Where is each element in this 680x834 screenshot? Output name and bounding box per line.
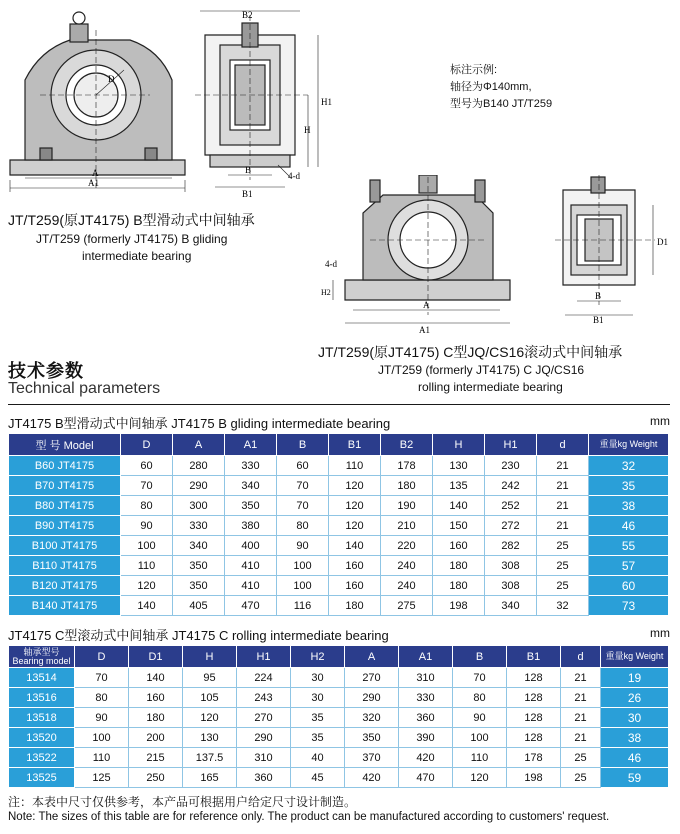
value-cell: 350 <box>173 556 225 576</box>
value-cell: 240 <box>381 556 433 576</box>
value-cell: 120 <box>183 708 237 728</box>
value-cell: 215 <box>129 748 183 768</box>
value-cell: 178 <box>507 748 561 768</box>
value-cell: 178 <box>381 456 433 476</box>
example-line-1: 标注示例: <box>450 64 498 76</box>
table-c-header-weight: 重量kg Weight <box>601 646 669 668</box>
table-b-header: H1 <box>485 434 537 456</box>
value-cell: 120 <box>121 576 173 596</box>
value-cell: 180 <box>433 576 485 596</box>
value-cell: 25 <box>537 556 589 576</box>
table-c-title: JT4175 C型滚动式中间轴承 JT4175 C rolling intermediate bearing <box>8 628 389 643</box>
value-cell: 308 <box>485 576 537 596</box>
label-4d: 4-d <box>288 171 300 181</box>
value-cell: 70 <box>277 496 329 516</box>
value-cell: 60 <box>277 456 329 476</box>
value-cell: 330 <box>399 688 453 708</box>
value-cell: 308 <box>485 556 537 576</box>
drawing-c-front-view <box>315 175 525 335</box>
value-cell: 282 <box>485 536 537 556</box>
value-cell: 95 <box>183 668 237 688</box>
value-cell: 90 <box>121 516 173 536</box>
label-c-a: A <box>423 300 430 310</box>
value-cell: 420 <box>345 768 399 788</box>
value-cell: 390 <box>399 728 453 748</box>
table-row <box>9 596 669 616</box>
value-cell: 360 <box>399 708 453 728</box>
value-cell: 350 <box>345 728 399 748</box>
example-line-2: 轴径为Φ140mm, <box>450 81 532 93</box>
table-row <box>9 496 669 516</box>
weight-cell: 55 <box>589 536 669 556</box>
value-cell: 410 <box>225 556 277 576</box>
value-cell: 272 <box>485 516 537 536</box>
value-cell: 180 <box>329 596 381 616</box>
value-cell: 300 <box>173 496 225 516</box>
model-cell: 13516 <box>9 688 75 708</box>
drawing-c-caption-en-1: JT/T259 (formerly JT4175) C JQ/CS16 <box>378 363 585 377</box>
value-cell: 200 <box>129 728 183 748</box>
value-cell: 25 <box>537 576 589 596</box>
value-cell: 160 <box>329 576 381 596</box>
value-cell: 60 <box>121 456 173 476</box>
value-cell: 21 <box>561 688 601 708</box>
value-cell: 310 <box>237 748 291 768</box>
label-b1: B1 <box>242 189 253 199</box>
table-b-header: B2 <box>381 434 433 456</box>
label-b: B <box>245 165 252 175</box>
value-cell: 100 <box>453 728 507 748</box>
table-b-header-weight: 重量kg Weight <box>589 434 669 456</box>
value-cell: 270 <box>345 668 399 688</box>
value-cell: 45 <box>291 768 345 788</box>
value-cell: 190 <box>381 496 433 516</box>
table-b-header: B <box>277 434 329 456</box>
model-cell: B120 JT4175 <box>9 576 121 596</box>
table-c-header-model <box>9 646 75 668</box>
value-cell: 140 <box>129 668 183 688</box>
value-cell: 250 <box>129 768 183 788</box>
value-cell: 160 <box>433 536 485 556</box>
value-cell: 35 <box>291 728 345 748</box>
value-cell: 410 <box>225 576 277 596</box>
value-cell: 21 <box>537 456 589 476</box>
value-cell: 470 <box>399 768 453 788</box>
value-cell: 105 <box>183 688 237 708</box>
value-cell: 116 <box>277 596 329 616</box>
table-c-header: A1 <box>399 646 453 668</box>
value-cell: 30 <box>291 688 345 708</box>
value-cell: 180 <box>433 556 485 576</box>
value-cell: 340 <box>225 476 277 496</box>
value-cell: 21 <box>561 728 601 748</box>
value-cell: 350 <box>173 576 225 596</box>
value-cell: 198 <box>507 768 561 788</box>
label-h: H <box>304 125 311 135</box>
value-cell: 240 <box>381 576 433 596</box>
value-cell: 370 <box>345 748 399 768</box>
section-divider <box>8 404 670 405</box>
table-b-header: d <box>537 434 589 456</box>
value-cell: 290 <box>173 476 225 496</box>
table-b-header-row <box>9 434 669 456</box>
drawing-b-front-view <box>0 10 200 200</box>
value-cell: 165 <box>183 768 237 788</box>
note-en: Note: The sizes of this table are for reference only. The product can be manufactured according to customers' request. <box>8 811 610 823</box>
value-cell: 137.5 <box>183 748 237 768</box>
label-c-d1: D1 <box>657 237 668 247</box>
value-cell: 180 <box>129 708 183 728</box>
value-cell: 130 <box>433 456 485 476</box>
value-cell: 330 <box>173 516 225 536</box>
value-cell: 32 <box>537 596 589 616</box>
table-b-unit: mm <box>650 414 670 428</box>
table-c-header: H2 <box>291 646 345 668</box>
model-cell: 13514 <box>9 668 75 688</box>
weight-cell: 38 <box>601 728 669 748</box>
value-cell: 21 <box>537 496 589 516</box>
table-row <box>9 768 669 788</box>
value-cell: 160 <box>329 556 381 576</box>
value-cell: 130 <box>183 728 237 748</box>
value-cell: 470 <box>225 596 277 616</box>
table-c-header-row <box>9 646 669 668</box>
label-h1: H1 <box>321 97 332 107</box>
model-cell: 13520 <box>9 728 75 748</box>
value-cell: 135 <box>433 476 485 496</box>
value-cell: 30 <box>291 668 345 688</box>
model-cell: B80 JT4175 <box>9 496 121 516</box>
table-c-header: D <box>75 646 129 668</box>
value-cell: 70 <box>453 668 507 688</box>
value-cell: 198 <box>433 596 485 616</box>
example-line-3: 型号为B140 JT/T259 <box>450 98 553 110</box>
table-c-header: D1 <box>129 646 183 668</box>
table-b-header: A <box>173 434 225 456</box>
value-cell: 120 <box>329 476 381 496</box>
drawing-c-side-view <box>555 175 675 325</box>
value-cell: 21 <box>561 708 601 728</box>
value-cell: 80 <box>75 688 129 708</box>
table-row <box>9 456 669 476</box>
drawing-b-caption-cn: JT/T259(原JT4175) B型滑动式中间轴承 <box>8 212 255 228</box>
table-c-header: d <box>561 646 601 668</box>
value-cell: 25 <box>537 536 589 556</box>
value-cell: 100 <box>121 536 173 556</box>
model-cell: B70 JT4175 <box>9 476 121 496</box>
weight-cell: 32 <box>589 456 669 476</box>
value-cell: 160 <box>129 688 183 708</box>
value-cell: 150 <box>433 516 485 536</box>
model-header-cn: 轴承型号 <box>23 646 60 657</box>
value-cell: 242 <box>485 476 537 496</box>
value-cell: 350 <box>225 496 277 516</box>
value-cell: 360 <box>237 768 291 788</box>
label-d: D <box>108 74 115 84</box>
weight-cell: 30 <box>601 708 669 728</box>
model-cell: 13525 <box>9 768 75 788</box>
weight-cell: 38 <box>589 496 669 516</box>
model-cell: B110 JT4175 <box>9 556 121 576</box>
label-c-b: B <box>595 291 602 301</box>
value-cell: 100 <box>75 728 129 748</box>
drawing-b-caption-en-1: JT/T259 (formerly JT4175) B gliding <box>36 232 228 246</box>
section-title-cn: 技术参数 <box>8 361 84 381</box>
weight-cell: 35 <box>589 476 669 496</box>
value-cell: 230 <box>485 456 537 476</box>
value-cell: 80 <box>277 516 329 536</box>
value-cell: 243 <box>237 688 291 708</box>
value-cell: 125 <box>75 768 129 788</box>
weight-cell: 19 <box>601 668 669 688</box>
value-cell: 270 <box>237 708 291 728</box>
table-b-header: B1 <box>329 434 381 456</box>
drawing-b-side-view <box>190 5 350 200</box>
model-cell: B60 JT4175 <box>9 456 121 476</box>
value-cell: 340 <box>173 536 225 556</box>
model-header-en: Bearing model <box>12 655 71 666</box>
value-cell: 120 <box>453 768 507 788</box>
table-b-header: D <box>121 434 173 456</box>
value-cell: 21 <box>561 668 601 688</box>
table-row <box>9 576 669 596</box>
value-cell: 140 <box>433 496 485 516</box>
table-b-title: JT4175 B型滑动式中间轴承 JT4175 B gliding intermediate bearing <box>8 416 391 431</box>
model-cell: B140 JT4175 <box>9 596 121 616</box>
value-cell: 224 <box>237 668 291 688</box>
value-cell: 140 <box>121 596 173 616</box>
model-cell: B90 JT4175 <box>9 516 121 536</box>
value-cell: 310 <box>399 668 453 688</box>
value-cell: 100 <box>277 556 329 576</box>
table-row <box>9 556 669 576</box>
value-cell: 25 <box>561 768 601 788</box>
model-cell: B100 JT4175 <box>9 536 121 556</box>
weight-cell: 73 <box>589 596 669 616</box>
table-c-header: A <box>345 646 399 668</box>
value-cell: 40 <box>291 748 345 768</box>
value-cell: 128 <box>507 708 561 728</box>
table-row <box>9 536 669 556</box>
table-c-header: H <box>183 646 237 668</box>
label-c-h2: H2 <box>321 288 331 297</box>
value-cell: 400 <box>225 536 277 556</box>
value-cell: 340 <box>485 596 537 616</box>
value-cell: 128 <box>507 688 561 708</box>
label-b2: B2 <box>242 10 253 20</box>
model-cell: 13522 <box>9 748 75 768</box>
table-c-header: H1 <box>237 646 291 668</box>
table-b-header: 型 号 Model <box>9 434 121 456</box>
value-cell: 110 <box>329 456 381 476</box>
table-row <box>9 728 669 748</box>
drawing-b-caption-en-2: intermediate bearing <box>82 249 192 263</box>
table-b-header: A1 <box>225 434 277 456</box>
value-cell: 70 <box>277 476 329 496</box>
value-cell: 210 <box>381 516 433 536</box>
value-cell: 25 <box>561 748 601 768</box>
table-row <box>9 708 669 728</box>
table-row <box>9 516 669 536</box>
value-cell: 90 <box>75 708 129 728</box>
value-cell: 80 <box>453 688 507 708</box>
label-a1: A1 <box>88 178 99 188</box>
table-row <box>9 748 669 768</box>
value-cell: 110 <box>121 556 173 576</box>
weight-cell: 60 <box>589 576 669 596</box>
marking-example <box>450 62 552 113</box>
value-cell: 120 <box>329 516 381 536</box>
value-cell: 110 <box>75 748 129 768</box>
value-cell: 140 <box>329 536 381 556</box>
weight-cell: 59 <box>601 768 669 788</box>
table-b-header: H <box>433 434 485 456</box>
table-row <box>9 688 669 708</box>
drawing-c-caption-cn: JT/T259(原JT4175) C型JQ/CS16滚动式中间轴承 <box>318 344 623 360</box>
value-cell: 21 <box>537 516 589 536</box>
value-cell: 380 <box>225 516 277 536</box>
label-c-4d: 4-d <box>325 259 337 269</box>
value-cell: 120 <box>329 496 381 516</box>
table-row <box>9 476 669 496</box>
value-cell: 80 <box>121 496 173 516</box>
value-cell: 110 <box>453 748 507 768</box>
value-cell: 252 <box>485 496 537 516</box>
value-cell: 180 <box>381 476 433 496</box>
table-c-header: B <box>453 646 507 668</box>
value-cell: 90 <box>453 708 507 728</box>
value-cell: 405 <box>173 596 225 616</box>
weight-cell: 26 <box>601 688 669 708</box>
value-cell: 70 <box>121 476 173 496</box>
table-c <box>8 645 669 788</box>
value-cell: 330 <box>225 456 277 476</box>
value-cell: 420 <box>399 748 453 768</box>
value-cell: 290 <box>345 688 399 708</box>
value-cell: 320 <box>345 708 399 728</box>
weight-cell: 46 <box>601 748 669 768</box>
value-cell: 21 <box>537 476 589 496</box>
value-cell: 275 <box>381 596 433 616</box>
label-c-a1: A1 <box>419 325 430 335</box>
value-cell: 35 <box>291 708 345 728</box>
label-c-b1: B1 <box>593 315 604 325</box>
value-cell: 128 <box>507 728 561 748</box>
value-cell: 90 <box>277 536 329 556</box>
value-cell: 100 <box>277 576 329 596</box>
value-cell: 220 <box>381 536 433 556</box>
table-row <box>9 668 669 688</box>
table-c-header: B1 <box>507 646 561 668</box>
value-cell: 128 <box>507 668 561 688</box>
section-title-en: Technical parameters <box>8 380 161 397</box>
weight-cell: 57 <box>589 556 669 576</box>
drawing-c-caption-en-2: rolling intermediate bearing <box>418 380 563 394</box>
value-cell: 280 <box>173 456 225 476</box>
value-cell: 290 <box>237 728 291 748</box>
table-c-unit: mm <box>650 626 670 640</box>
table-b <box>8 433 669 616</box>
weight-cell: 46 <box>589 516 669 536</box>
value-cell: 70 <box>75 668 129 688</box>
label-a: A <box>92 168 99 178</box>
model-cell: 13518 <box>9 708 75 728</box>
note-cn: 注：本表中尺寸仅供参考，本产品可根据用户给定尺寸设计制造。 <box>8 795 357 809</box>
